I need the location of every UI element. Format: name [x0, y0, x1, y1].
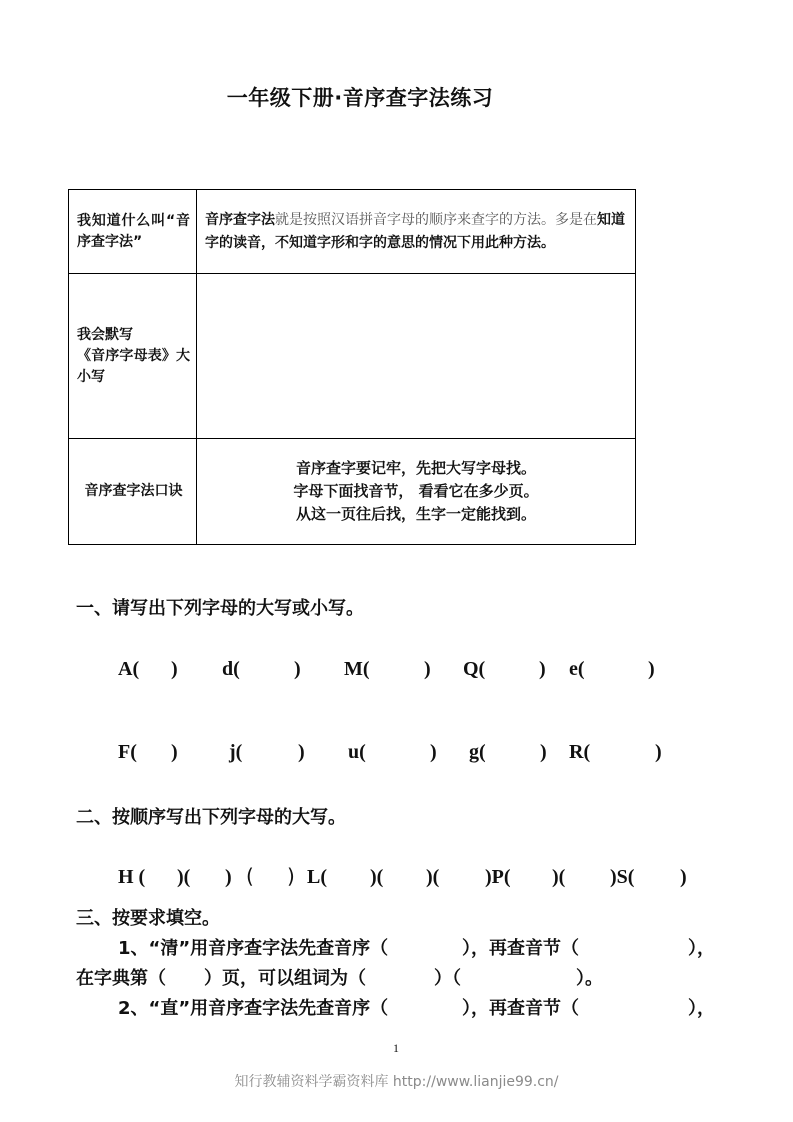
q1-line2-b: ）页，可以组词为（	[204, 968, 366, 989]
blank-close[interactable]: )	[287, 864, 295, 888]
letter-prompt: j(	[229, 741, 243, 763]
blank-close[interactable]: )	[648, 658, 655, 680]
letter-prompt: g(	[469, 741, 486, 763]
blank-open[interactable]: (	[246, 864, 254, 888]
q1-prompt-3: ），	[688, 938, 715, 959]
blank-close[interactable]: )	[430, 741, 437, 763]
footer-watermark: 知行教辅资料学霸资料库 http://www.lianjie99.cn/	[234, 1074, 559, 1090]
info-table	[68, 189, 636, 545]
letter-prompt: H (	[118, 866, 146, 888]
row3-label-cell	[69, 439, 197, 545]
definition-text-2: 在	[583, 211, 597, 228]
rhyme-line-3: 从这一页往后找，生字一定能找到。	[295, 505, 536, 523]
row1-content-cell	[197, 190, 636, 274]
blank-close[interactable]: )(	[177, 866, 191, 888]
q1-line2: 在字典第（	[76, 968, 166, 989]
row3-label: 音序查字法口诀	[84, 483, 183, 499]
blank-close[interactable]: )	[294, 658, 301, 680]
rhyme-line-2: 字母下面找音节， 看看它在多少页。	[293, 482, 539, 500]
letter-prompt: L(	[307, 866, 327, 888]
blank-close[interactable]: )	[539, 658, 546, 680]
q2-prompt: 2、“直”用音序查字法先查音序（	[118, 998, 389, 1019]
blank-close[interactable]: )	[680, 866, 687, 888]
q2-prompt-3: ），	[688, 998, 715, 1019]
q1-prompt-2: ），再查音节（	[462, 938, 579, 959]
letter-prompt: )P(	[485, 866, 511, 888]
letter-prompt: A(	[118, 658, 140, 680]
section3-heading: 三、按要求填空。	[76, 908, 220, 929]
row1-label: 我知道什么叫“音序查字法”	[77, 212, 190, 250]
blank-close[interactable]: )	[540, 741, 547, 763]
section2-heading: 二、按顺序写出下列字母的大写。	[76, 807, 346, 828]
letter-prompt: e(	[569, 658, 585, 680]
letter-prompt: F(	[118, 741, 137, 763]
letter-prompt: Q(	[463, 658, 486, 680]
section1-heading: 一、请写出下列字母的大写或小写。	[76, 598, 364, 619]
letter-prompt: R(	[569, 741, 591, 763]
table-row	[69, 190, 636, 274]
row2-label-line2: 《音序字母表》大小写	[77, 347, 190, 385]
blank-close[interactable]: )(	[552, 866, 566, 888]
alphabet-writing-area[interactable]	[197, 274, 636, 439]
row2-label-line1: 我会默写	[77, 326, 133, 343]
table-row	[69, 274, 636, 439]
rhyme-line-1: 音序查字要记牢，先把大写字母找。	[295, 459, 536, 477]
letter-prompt: M(	[344, 658, 370, 680]
page-number: 1	[393, 1041, 399, 1055]
row2-label-cell	[69, 274, 197, 439]
row1-label-cell	[69, 190, 197, 274]
blank-close[interactable]: )	[424, 658, 431, 680]
rhyme-cell	[197, 439, 636, 545]
blank-close[interactable]: )	[655, 741, 662, 763]
q2-prompt-2: ），再查音节（	[462, 998, 579, 1019]
q1-prompt: 1、“清”用音序查字法先查音序（	[118, 938, 389, 959]
blank-close[interactable]: )	[225, 866, 232, 888]
blank-close[interactable]: )(	[370, 866, 384, 888]
blank-close[interactable]: )	[171, 658, 178, 680]
definition-term: 音序查字法	[205, 211, 275, 228]
page-title: 一年级下册·音序查字法练习	[226, 86, 494, 110]
definition-usage: 知道字的读音，不知道字形和字的意思的情况下用此种方法。	[205, 211, 625, 251]
q1-line2-c: ）（	[434, 968, 461, 989]
blank-close[interactable]: )	[171, 741, 178, 763]
definition-text: 就是按照汉语拼音字母的顺序来查字的方法。多是	[275, 211, 583, 228]
blank-close[interactable]: )(	[426, 866, 440, 888]
letter-prompt: )S(	[610, 866, 635, 888]
table-row	[69, 439, 636, 545]
letter-prompt: d(	[222, 658, 240, 680]
letter-prompt: u(	[348, 741, 366, 763]
blank-close[interactable]: )	[298, 741, 305, 763]
q1-line2-d: ）。	[576, 968, 603, 989]
